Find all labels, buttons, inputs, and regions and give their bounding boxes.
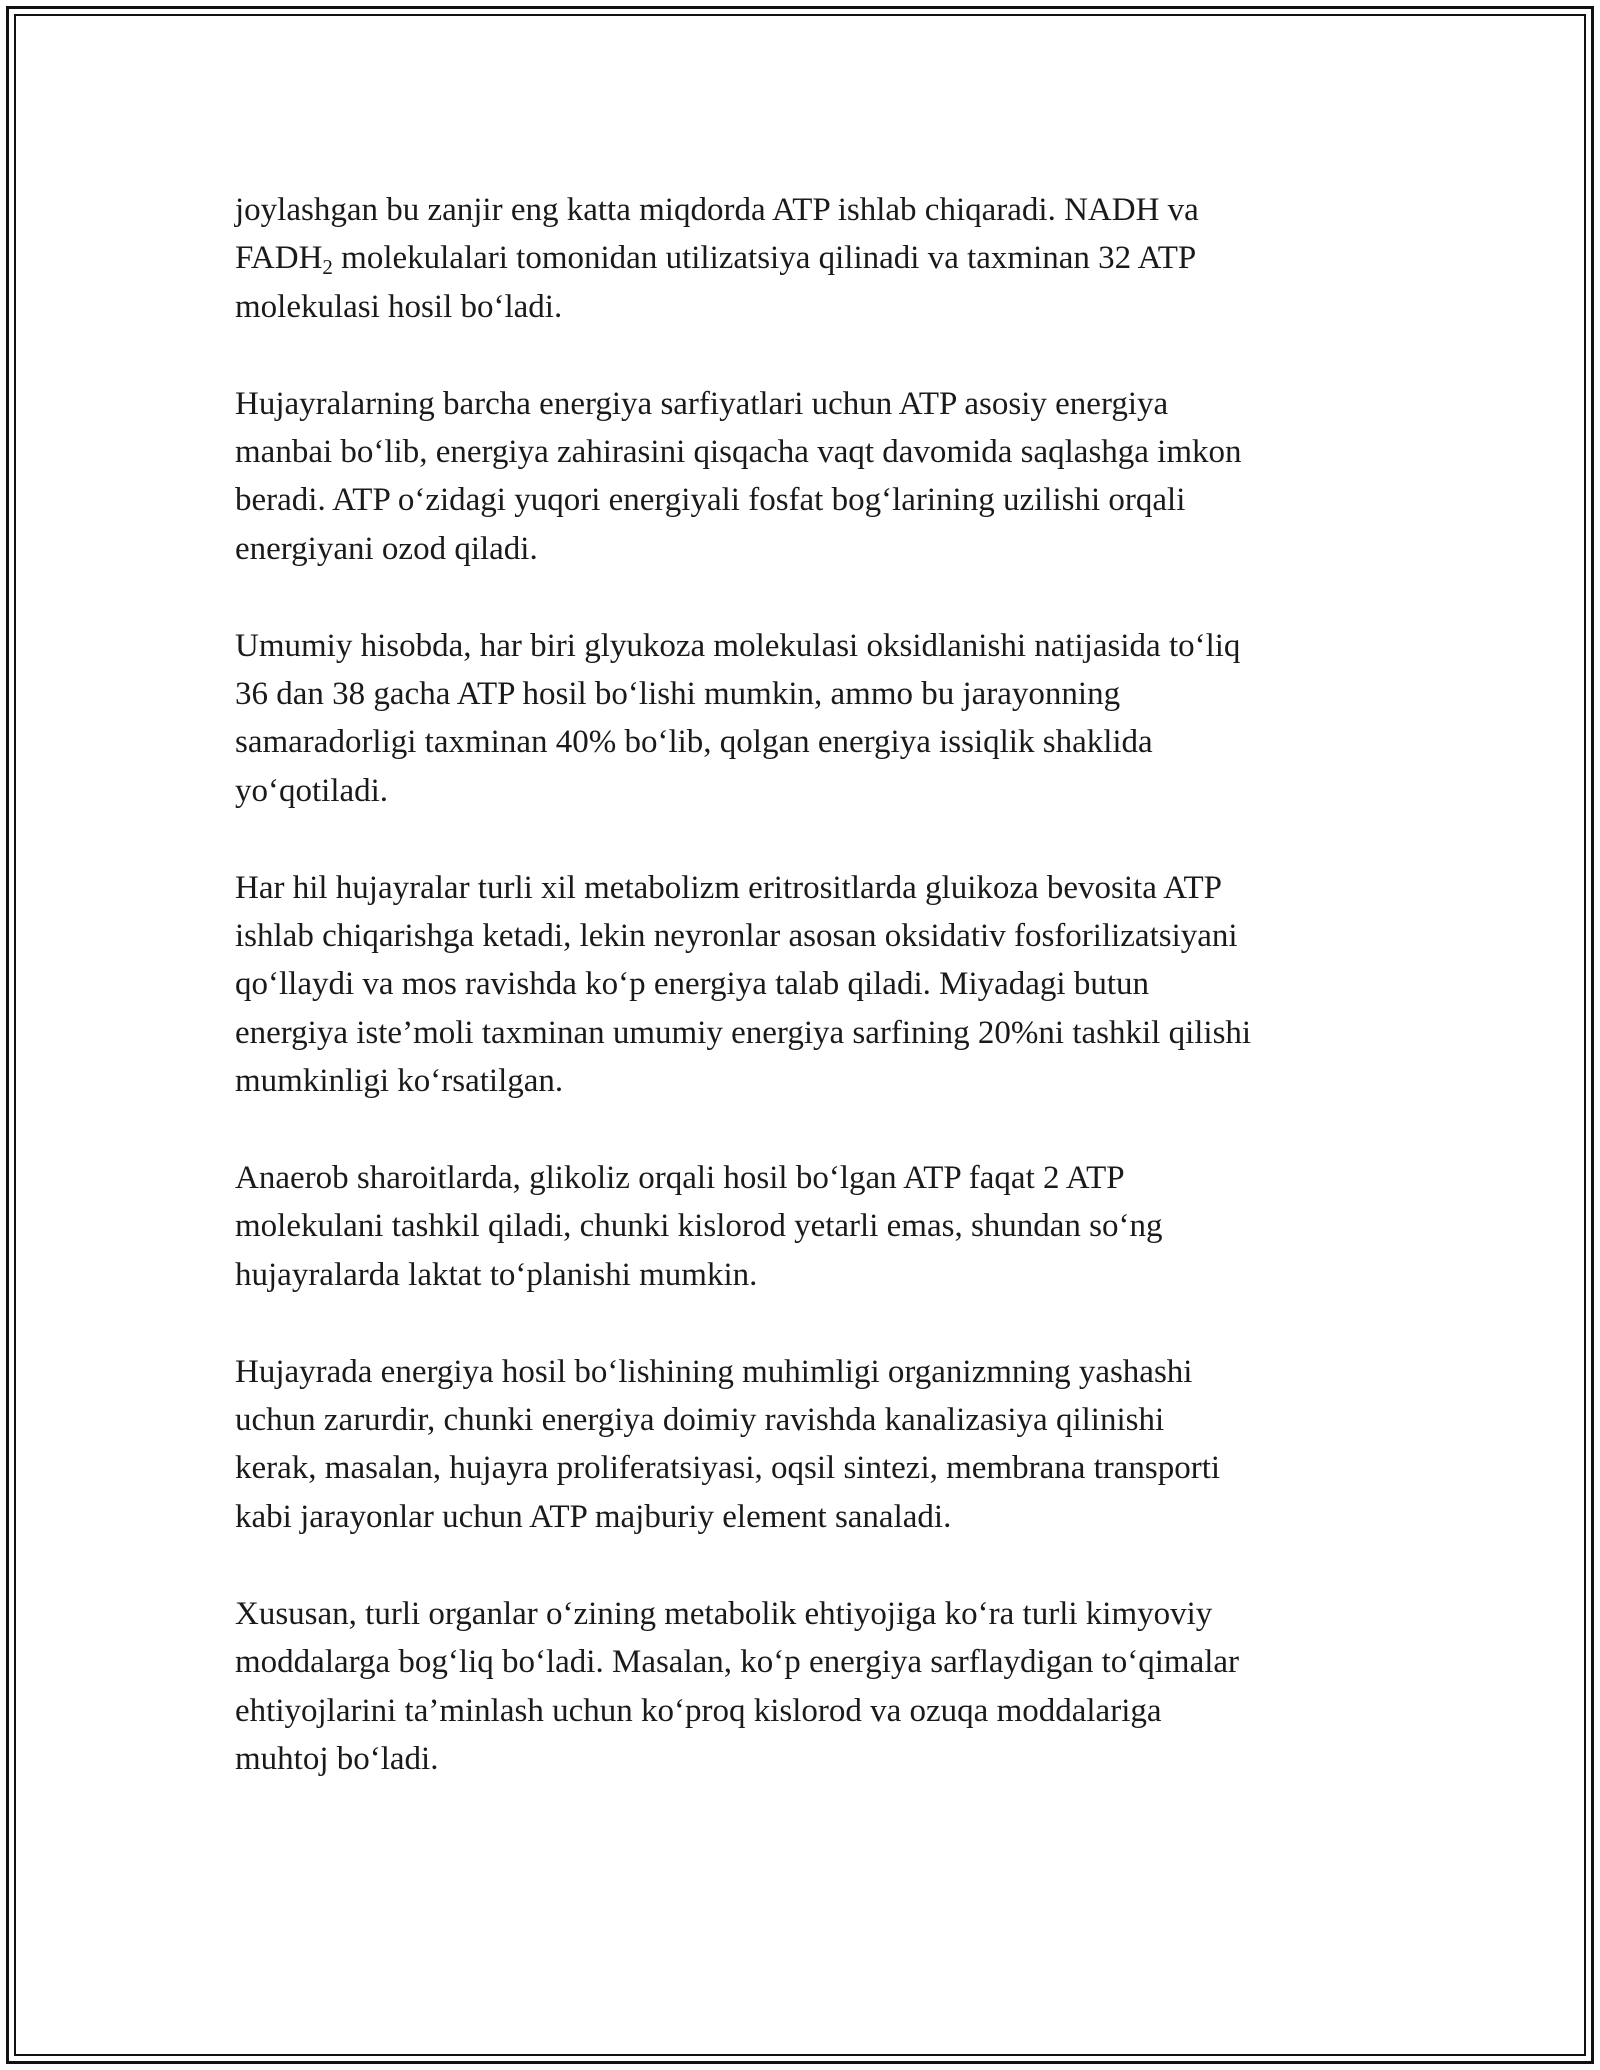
text-line: Hujayralarning barcha energiya sarfiyatlari uchun ATP asosiy energiya (235, 385, 1169, 422)
text-line: hujayralarda laktat to‘planishi mumkin. (235, 1256, 758, 1293)
text-line: mumkinligi ko‘rsatilgan. (235, 1063, 564, 1100)
text-line: molekulasi hosil bo‘ladi. (235, 288, 563, 325)
paragraph-total-atp-yield (235, 622, 1375, 816)
document-body (235, 186, 1375, 1832)
text-line: Hujayrada energiya hosil bo‘lishining muhimligi organizmning yashashi (235, 1353, 1193, 1390)
paragraph-energy-importance (235, 1348, 1375, 1542)
text-line: kerak, masalan, hujayra proliferatsiyasi, oqsil sintezi, membrana transporti (235, 1450, 1221, 1487)
text-line: uchun zarurdir, chunki energiya doimiy ravishda kanalizasiya qilinishi (235, 1402, 1165, 1439)
paragraph-anaerobic (235, 1154, 1375, 1299)
text-line: samaradorligi taxminan 40% bo‘lib, qolgan energiya issiqlik shaklida (235, 724, 1153, 761)
text-line: FADH (235, 240, 323, 277)
text-line: molekulani tashkil qiladi, chunki kislorod yetarli emas, shundan so‘ng (235, 1208, 1163, 1245)
text-line: Umumiy hisobda, har biri glyukoza molekulasi oksidlanishi natijasida to‘liq (235, 627, 1241, 664)
text-line: qo‘llaydi va mos ravishda ko‘p energiya talab qiladi. Miyadagi butun (235, 966, 1150, 1003)
paragraph-atp-energy-source (235, 380, 1375, 574)
text-line: molekulalari tomonidan utilizatsiya qilinadi va taxminan 32 ATP (332, 240, 1197, 277)
text-line: moddalarga bog‘liq bo‘ladi. Masalan, ko‘p energiya sarflaydigan to‘qimalar (235, 1644, 1240, 1681)
paragraph-organ-needs (235, 1590, 1375, 1784)
text-line: beradi. ATP o‘zidagi yuqori energiyali fosfat bog‘larining uzilishi orqali (235, 482, 1186, 519)
text-line: ehtiyojlarini ta’minlash uchun ko‘proq kislorod va ozuqa moddalariga (235, 1692, 1162, 1729)
text-line: Xususan, turli organlar o‘zining metabolik ehtiyojiga ko‘ra turli kimyoviy (235, 1595, 1213, 1632)
text-line: energiyani ozod qiladi. (235, 530, 538, 567)
subscript: 2 (322, 255, 333, 280)
text-line: kabi jarayonlar uchun ATP majburiy element sanaladi. (235, 1498, 952, 1535)
paragraph-cell-metabolism (235, 864, 1375, 1106)
text-line: muhtoj bo‘ladi. (235, 1740, 439, 1777)
text-line: 36 dan 38 gacha ATP hosil bo‘lishi mumkin, ammo bu jarayonning (235, 676, 1121, 713)
text-line: energiya iste’moli taxminan umumiy energiya sarfining 20%ni tashkil qilishi (235, 1014, 1252, 1051)
paragraph-electron-transport (235, 186, 1375, 331)
text-line: ishlab chiqarishga ketadi, lekin neyronlar asosan oksidativ fosforilizatsiyani (235, 918, 1238, 955)
text-line: manbai bo‘lib, energiya zahirasini qisqacha vaqt davomida saqlashga imkon (235, 434, 1242, 471)
text-line: Har hil hujayralar turli xil metabolizm eritrositlarda gluikoza bevosita ATP (235, 869, 1222, 906)
text-line: yo‘qotiladi. (235, 772, 389, 809)
text-line: joylashgan bu zanjir eng katta miqdorda ATP ishlab chiqaradi. NADH va (235, 192, 1199, 228)
text-line: Anaerob sharoitlarda, glikoliz orqali hosil bo‘lgan ATP faqat 2 ATP (235, 1160, 1125, 1197)
